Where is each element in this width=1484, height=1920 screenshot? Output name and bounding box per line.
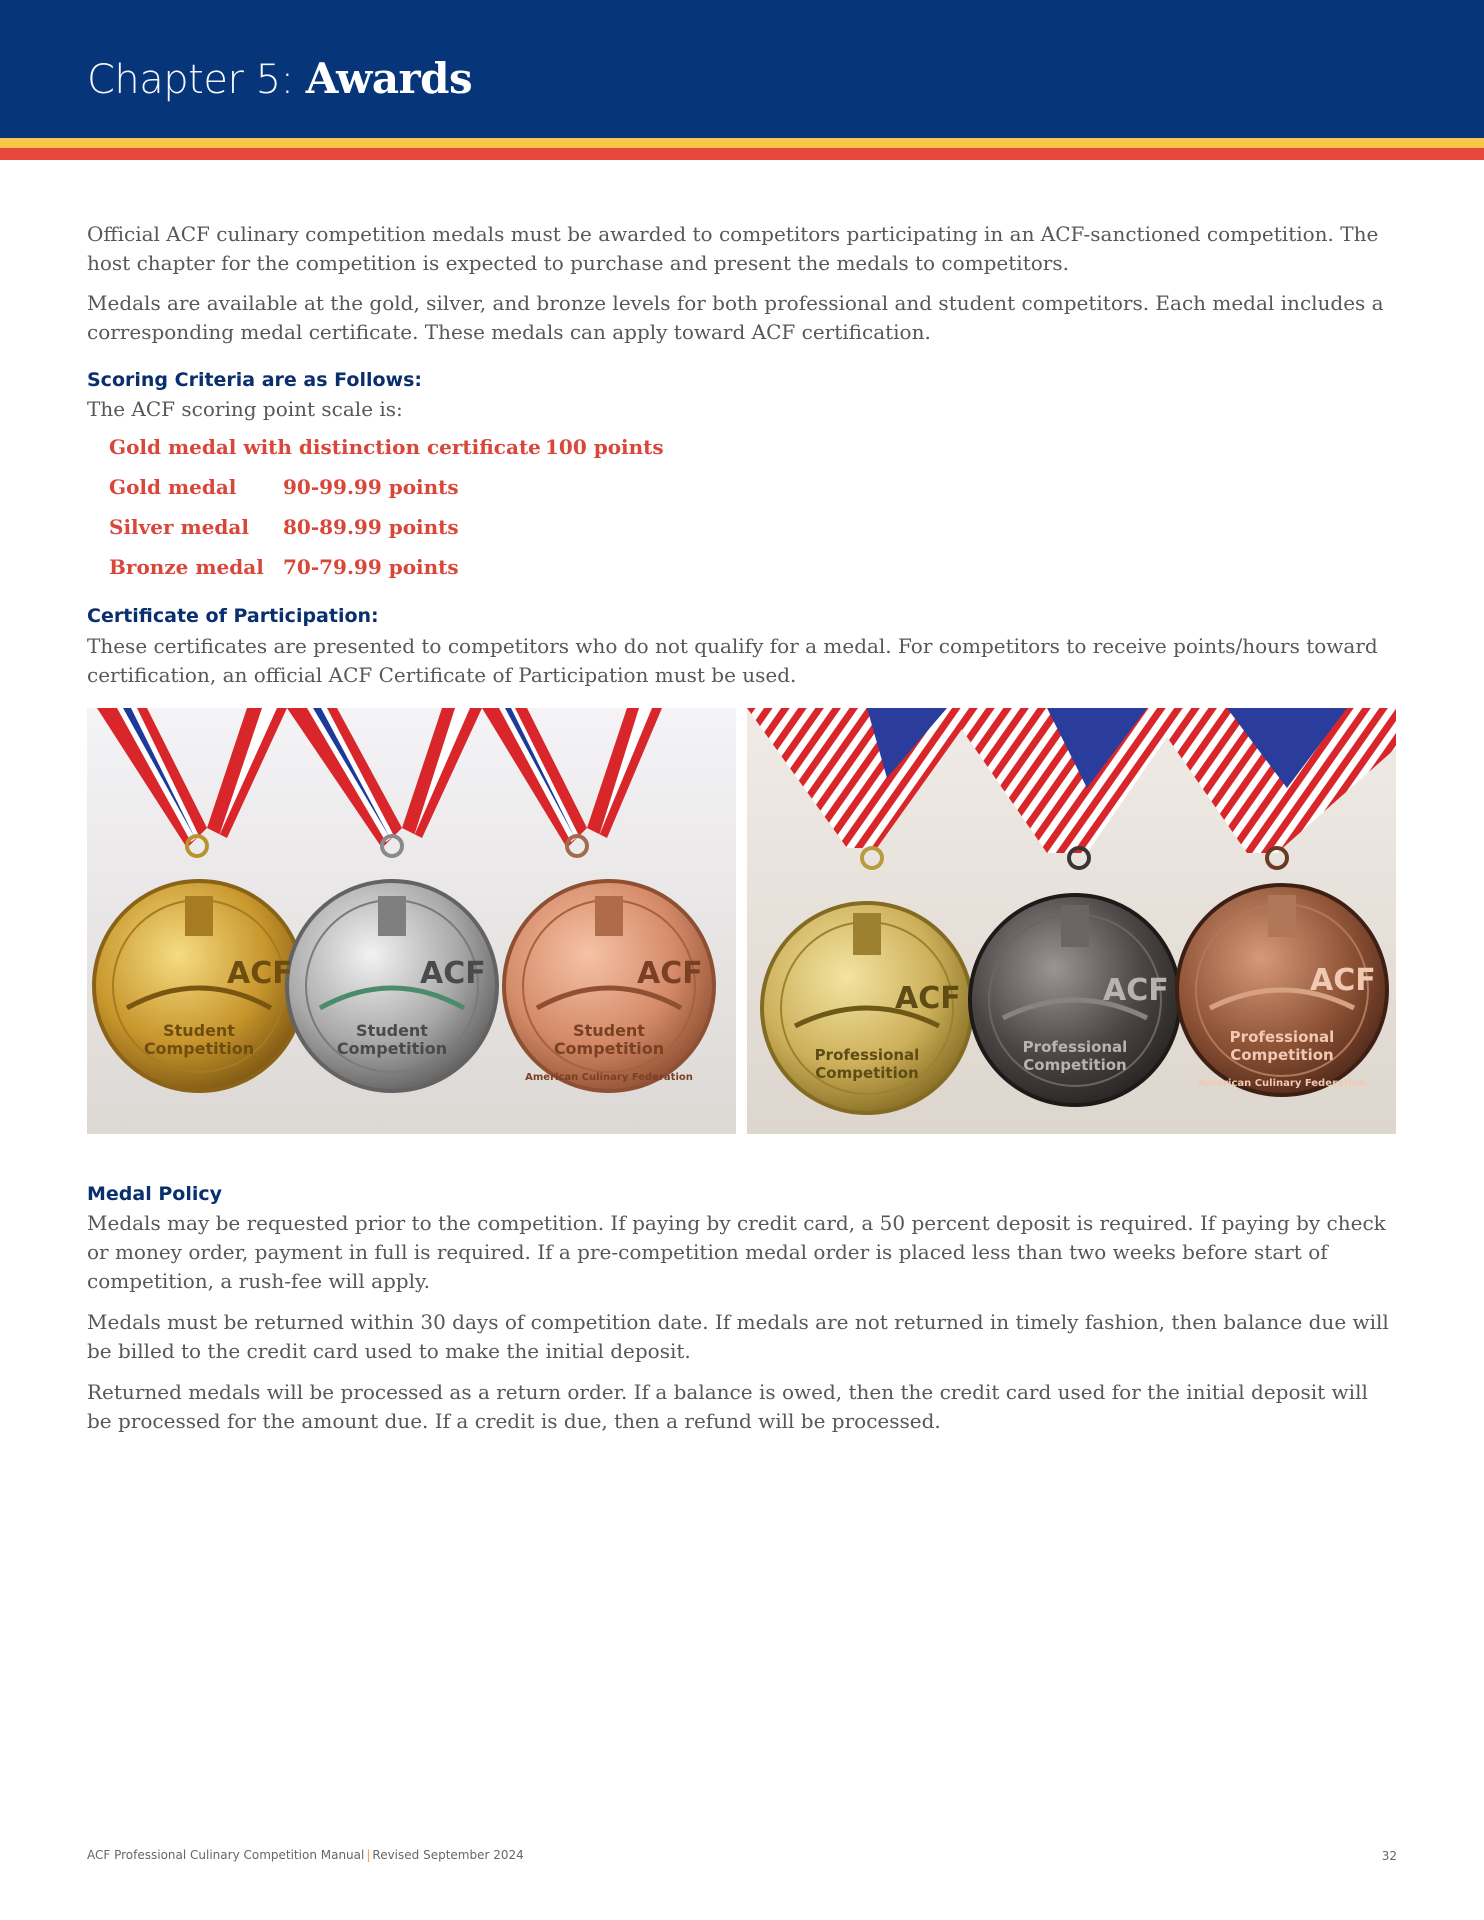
header-stripe-red <box>0 148 1484 160</box>
pro-bronze-line1: Professional <box>1229 1028 1335 1046</box>
footer-manual-title: ACF Professional Culinary Competition Manual <box>87 1848 365 1862</box>
chapter-name: Awards <box>305 54 473 103</box>
footer-revised-date: Revised September 2024 <box>372 1848 524 1862</box>
pro-bronze-logo: ACF <box>1310 963 1376 998</box>
footer-separator: | <box>366 1848 371 1862</box>
pro-silver-line1: Professional <box>1022 1038 1128 1056</box>
student-silver-logo: ACF <box>420 956 486 991</box>
participation-heading: Certificate of Participation: <box>87 605 379 627</box>
student-bronze-line1: Student <box>573 1021 645 1040</box>
score-label-gold: Gold medal <box>109 475 237 499</box>
pro-gold-line2: Competition <box>815 1064 919 1082</box>
professional-medals-illustration <box>747 708 1396 1134</box>
score-points-bronze: 70-79.99 points <box>283 555 459 579</box>
score-points-distinction: 100 points <box>545 435 664 459</box>
chapter-title <box>87 54 472 103</box>
participation-text: These certificates are presented to competitors who do not qualify for a medal. For competitors to receive points/hours toward certification, an official ACF Certificate of Participation must be used. <box>87 634 1378 687</box>
student-medals-illustration <box>87 708 736 1134</box>
student-medals-photo <box>87 708 736 1134</box>
student-silver-line1: Student <box>356 1021 428 1040</box>
pro-gold-logo: ACF <box>895 981 961 1016</box>
score-label-bronze: Bronze medal <box>109 555 264 579</box>
intro-paragraph-2: Medals are available at the gold, silver, and bronze levels for both professional and student competitors. Each medal includes a corresponding medal certificate. These medals can apply toward ACF certification. <box>87 291 1384 344</box>
student-bronze-logo: ACF <box>637 956 703 991</box>
pro-bronze-line2: Competition <box>1230 1046 1334 1064</box>
student-gold-line2: Competition <box>143 1039 255 1058</box>
chapter-header-band <box>0 0 1484 138</box>
student-ring-text: American Culinary Federation <box>525 1072 693 1083</box>
student-gold-line1: Student <box>163 1021 235 1040</box>
medal-policy-paragraph-3: Returned medals will be processed as a return order. If a balance is owed, then the credit card used for the initial deposit will be processed for the amount due. If a credit is due, then a refund will be processed. <box>87 1380 1368 1433</box>
score-points-silver: 80-89.99 points <box>283 515 459 539</box>
professional-medals-photo <box>747 708 1396 1134</box>
pro-silver-logo: ACF <box>1103 973 1169 1008</box>
medal-policy-heading: Medal Policy <box>87 1183 222 1205</box>
pro-silver-line2: Competition <box>1023 1056 1127 1074</box>
score-points-gold: 90-99.99 points <box>283 475 459 499</box>
medal-policy-paragraph-1: Medals may be requested prior to the competition. If paying by credit card, a 50 percent deposit is required. If paying by check or money order, payment in full is required. If a pre-competition medal order is placed less than two weeks before start of competition, a rush-fee will apply. <box>87 1211 1386 1293</box>
scoring-heading: Scoring Criteria are as Follows: <box>87 369 422 391</box>
student-bronze-line2: Competition <box>553 1039 665 1058</box>
score-label-distinction: Gold medal with distinction certificate <box>109 435 541 459</box>
medal-policy-paragraph-2: Medals must be returned within 30 days of competition date. If medals are not returned in timely fashion, then balance due will be billed to the credit card used to make the initial deposit. <box>87 1310 1389 1363</box>
pro-gold-line1: Professional <box>814 1046 920 1064</box>
header-stripe-yellow <box>0 138 1484 148</box>
footer-manual-info <box>87 1848 524 1862</box>
scoring-intro: The ACF scoring point scale is: <box>87 397 403 421</box>
student-silver-line2: Competition <box>336 1039 448 1058</box>
page-number: 32 <box>1381 1849 1397 1863</box>
intro-paragraph-1: Official ACF culinary competition medals must be awarded to competitors participating in an ACF-sanctioned competition. The host chapter for the competition is expected to purchase and present the medals to competitors. <box>87 222 1379 275</box>
chapter-prefix: Chapter 5: <box>87 57 306 103</box>
score-label-silver: Silver medal <box>109 515 249 539</box>
student-gold-logo: ACF <box>227 956 293 991</box>
pro-ring-text: American Culinary Federation <box>1198 1078 1366 1089</box>
